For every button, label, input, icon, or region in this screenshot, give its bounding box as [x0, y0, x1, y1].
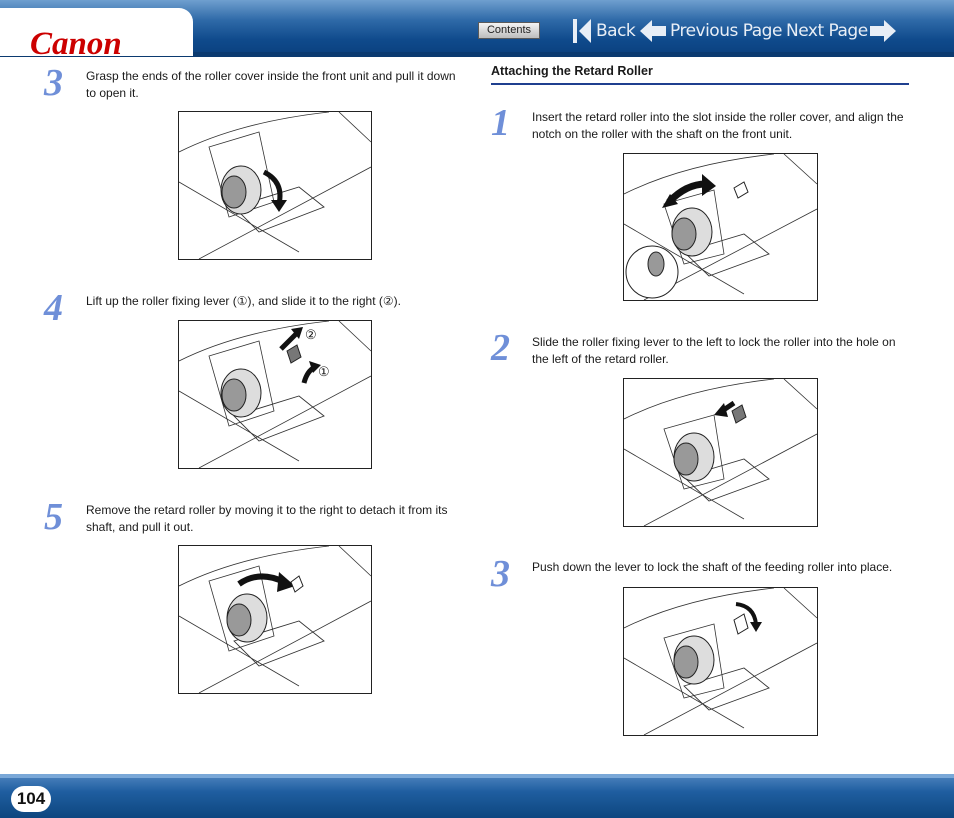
arrow-right-icon	[870, 19, 896, 43]
footer-stripe	[0, 774, 954, 778]
next-page-button[interactable]	[786, 16, 896, 46]
logo-panel	[0, 8, 193, 62]
step-number: 2	[491, 327, 510, 369]
section-title: Attaching the Retard Roller	[491, 64, 909, 85]
callout-1: ①	[318, 364, 330, 379]
back-icon	[572, 17, 592, 45]
step-text: Slide the roller fixing lever to the left to lock the roller into the hole on the left of the retard roller.	[532, 335, 896, 366]
arrow-left-icon	[640, 19, 666, 43]
step-number: 4	[44, 287, 63, 329]
previous-page-button[interactable]	[640, 16, 782, 46]
back-button[interactable]	[572, 16, 635, 46]
step-text: Insert the retard roller into the slot inside the roller cover, and align the notch on the roller with the shaft on the front unit.	[532, 110, 904, 141]
illustration-insert-roller	[623, 153, 818, 301]
illustration-lift-lever	[178, 320, 372, 469]
next-page-label: Next Page	[786, 21, 868, 41]
step-number: 3	[491, 553, 510, 595]
back-label: Back	[596, 21, 636, 41]
previous-page-label: Previous Page	[670, 21, 782, 41]
step-number: 3	[44, 62, 63, 104]
canon-logo: Canon	[30, 26, 122, 62]
callout-2: ②	[305, 327, 317, 342]
page-number: 104	[11, 786, 51, 812]
illustration-push-lever	[623, 587, 818, 736]
step-number: 5	[44, 496, 63, 538]
contents-button[interactable]: Contents	[478, 22, 540, 39]
step-text: Push down the lever to lock the shaft of the feeding roller into place.	[532, 560, 893, 574]
illustration-slide-lever	[623, 378, 818, 527]
step-text: Grasp the ends of the roller cover inside the front unit and pull it down to open it.	[86, 69, 456, 100]
step-number: 1	[491, 102, 510, 144]
illustration-open-roller-cover	[178, 111, 372, 260]
footer-bar	[0, 774, 954, 818]
step-text: Lift up the roller fixing lever (①), and slide it to the right (②).	[86, 294, 401, 308]
step-text: Remove the retard roller by moving it to the right to detach it from its shaft, and pull it out.	[86, 503, 448, 534]
illustration-remove-roller	[178, 545, 372, 694]
